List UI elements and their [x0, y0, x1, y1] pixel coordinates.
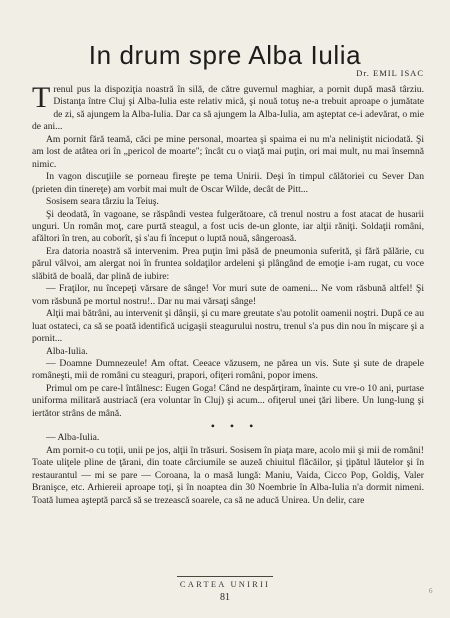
paragraph: Era datoria noastră să intervenim. Prea puţin îmi păsă de pneumonia suferită, şi fără pălărie, cu părul vâlvoi, am alergat noi în fruntea soldaţilor ardeleni şi plângând de emoţie i-am rugat, cu voce slăbită de boală, dar plină de iubire:: [32, 245, 424, 282]
paragraph-text: renul pus la dispoziţia noastră în silă, de către guvernul maghiar, a pornit după masă târziu. Distanţa între Cluj şi Alba-Iulia este relativ mică, şi nouă totuş ne-a trebuit aproape o jumătate de zi, să ajungem la Alba-Iulia. Dar ca să ajungem la Alba-Iulia, am aşteptat ce-i adevărat, o mie de ani...: [32, 84, 424, 133]
paragraph: Primul om pe care-l întâlnesc: Eugen Goga! Când ne despărţiram, înainte cu vre-o 10 ani, purtase uniforma militară austriacă (era voluntar în Cluj) şi acum... ofiţerul unei ţări libere. Un lung-lung şi iertător strâns de mână.: [32, 382, 424, 419]
article-author: Dr. EMIL ISAC: [356, 68, 424, 78]
paragraph: — Doamne Dumnezeule! Am oftat. Ceeace văzusem, ne părea un vis. Sute şi sute de drapele româneşti, mii de români cu steaguri, prapori, ofiţeri români, popor imens.: [32, 357, 424, 382]
publication-name: CARTEA UNIRII: [179, 579, 271, 589]
paragraph: [32, 81, 424, 134]
section-separator: • • •: [210, 419, 260, 434]
footer-rule: [177, 576, 273, 577]
paragraph: In vagon discuţiile se porneau fireşte pe tema Unirii. Deşi în timpul călătoriei cu Sever Dan (prieten din tinereţe) am vorbit mai mult de Oscar Wilde, decât de Pitt...: [32, 171, 424, 195]
corner-mark: 6: [429, 587, 433, 595]
article-body: [32, 81, 424, 507]
drop-cap: T: [32, 81, 51, 114]
article-title: In drum spre Alba Iulia: [88, 40, 362, 70]
paragraph: Am pornit fără teamă, căci pe mine personal, moartea şi spaima ei nu m'a neliniştit niciodată. Şi am lost de atâtea ori în „pericol de moarte"; încât cu o viaţă mai puţin, ori mai mult, nu mai însemnă nimic.: [32, 133, 424, 170]
paragraph: — Alba-Iulia.: [46, 432, 100, 444]
paragraph: — Fraţilor, nu începeţi vărsare de sânge! Vor muri sute de oameni... Ne vom răsbună altfel! Şi vom răsbună pe mortul nostru!.. Dar nu mai vărsaţi sânge!: [32, 283, 424, 307]
paragraph: Alţii mai bătrâni, au intervenit şi dânşii, şi cu mare greutate s'au potolit oamenii noştri. După ce au luat ostateci, ca să se poată identifică ucigaşii steagurului nostru, trenul s'a pus din nou în mişcare şi a pornit...: [32, 308, 424, 345]
page-footer: [0, 576, 450, 603]
paragraph: Am pornit-o cu toţii, unii pe jos, alţii în trăsuri. Sosisem în piaţa mare, acolo mii şi mii de români! Toate uliţele pline de ţărani, din toate cârciumile se auzeă chiuitul flăcăilor, şi ţipătul lăutelor şi în restaurantul — mi se pare — Coroana, la o masă lungă: Maniu, Vaida, Cicco Pop, Goldiş, Valer Branişce, etc. Arhiereii aproape toţi, şi în noaptea din 30 Noembrie în Alba-Iulia n'a dormit nimeni. Toată lumea aşteptă parcă să se trezească soarele, ca să ne aducă Unirea. Un delir, care: [32, 444, 424, 506]
paragraph: Sosisem seara târziu la Teiuş.: [46, 196, 159, 208]
paragraph: Alba-Iulia.: [46, 345, 88, 357]
paragraph: Şi deodată, în vagoane, se răspândi vestea fulgerătoare, că trenul nostru a fost atacat de husarii unguri. Un român moţ, care purtă steagul, a fost ucis de-un glonte, iar alţii răniţi. Soldaţii români, afăltori în tren, au coborît, şi s'au fi început o luptă nouă, sângeroasă.: [32, 208, 424, 245]
page-number: 81: [220, 592, 230, 603]
